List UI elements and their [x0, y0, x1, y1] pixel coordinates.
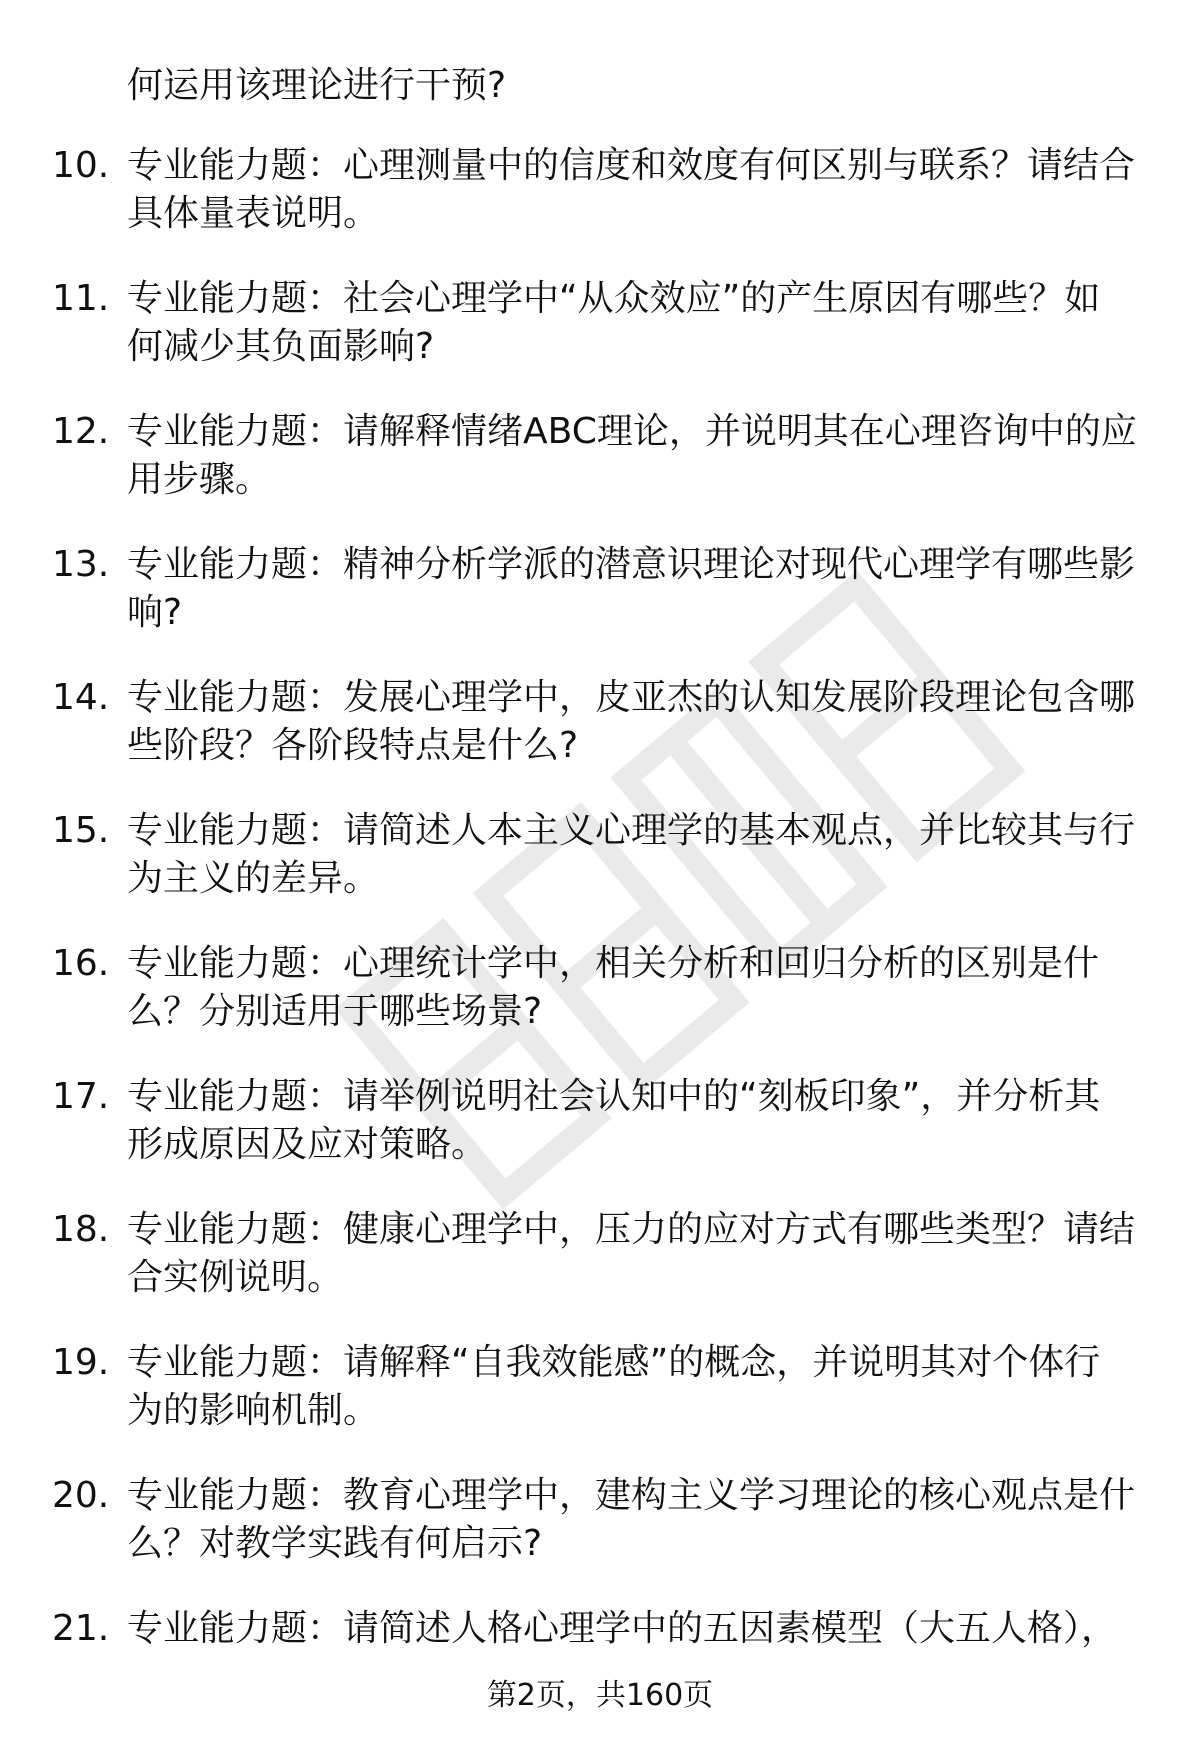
- question-line: 么？分别适用于哪些场景?: [127, 991, 543, 1032]
- question-line: 为的影响机制。: [127, 1390, 380, 1431]
- question-line: 专业能力题：心理测量中的信度和效度有何区别与联系？请结合: [127, 145, 1136, 186]
- question-line: 为主义的差异。: [127, 858, 380, 899]
- question-number: 20.: [52, 1475, 110, 1516]
- question-line: 么？对教学实践有何启示?: [127, 1523, 543, 1564]
- list-item: [0, 940, 1200, 1073]
- question-number: 19.: [52, 1342, 110, 1383]
- question-text: [127, 940, 1143, 1036]
- question-line: 何减少其负面影响?: [127, 326, 435, 367]
- list-item: [0, 807, 1200, 940]
- question-number: 11.: [52, 278, 110, 319]
- question-line: 合实例说明。: [127, 1257, 344, 1298]
- question-text: [127, 674, 1143, 770]
- question-text: [127, 1605, 1143, 1653]
- question-line: 专业能力题：请举例说明社会认知中的“刻板印象”，并分析其: [127, 1076, 1101, 1117]
- question-number: 10.: [52, 145, 110, 186]
- question-text: [127, 1206, 1143, 1302]
- question-line: 专业能力题：发展心理学中，皮亚杰的认知发展阶段理论包含哪: [127, 677, 1136, 718]
- page-number-footer: 第2页，共160页: [486, 1678, 714, 1713]
- question-text: [127, 408, 1143, 504]
- question-text: [127, 1073, 1143, 1169]
- question-line: 响?: [127, 592, 183, 633]
- list-item: [0, 1339, 1200, 1472]
- list-item: [0, 1073, 1200, 1206]
- question-text: [127, 142, 1143, 238]
- list-item: [0, 1472, 1200, 1605]
- question-number: 13.: [52, 544, 110, 585]
- question-line: 专业能力题：请简述人本主义心理学的基本观点，并比较其与行: [127, 810, 1136, 851]
- question-text: [127, 275, 1143, 371]
- question-line: 专业能力题：请解释“自我效能感”的概念，并说明其对个体行: [127, 1342, 1101, 1383]
- list-item: [0, 408, 1200, 541]
- list-item: [0, 1605, 1200, 1738]
- question-number: 18.: [52, 1209, 110, 1250]
- question-line: 专业能力题：社会心理学中“从众效应”的产生原因有哪些？如: [127, 278, 1101, 319]
- question-list: [0, 142, 1200, 1738]
- question-line: 用步骤。: [127, 459, 272, 500]
- question-line: 专业能力题：请简述人格心理学中的五因素模型（大五人格），: [127, 1608, 1118, 1649]
- list-item: [0, 541, 1200, 674]
- question-line: 专业能力题：请解释情绪ABC理论，并说明其在心理咨询中的应: [127, 411, 1137, 452]
- question-line: 具体量表说明。: [127, 193, 380, 234]
- list-item: [0, 142, 1200, 275]
- question-text: [127, 1472, 1143, 1568]
- question-text: [127, 541, 1143, 637]
- question-number: 17.: [52, 1076, 110, 1117]
- question-line: 专业能力题：教育心理学中，建构主义学习理论的核心观点是什: [127, 1475, 1136, 1516]
- list-item: [0, 674, 1200, 807]
- question-number: 12.: [52, 411, 110, 452]
- question-number: 21.: [52, 1608, 110, 1649]
- question-line: 些阶段？各阶段特点是什么?: [127, 725, 579, 766]
- question-text: [127, 1339, 1143, 1435]
- question-number: 16.: [52, 943, 110, 984]
- continued-question-text: 何运用该理论进行干预?: [127, 65, 507, 106]
- question-line: 形成原因及应对策略。: [127, 1124, 488, 1165]
- question-number: 14.: [52, 677, 110, 718]
- question-text: [127, 807, 1143, 903]
- question-line: 专业能力题：健康心理学中，压力的应对方式有哪些类型？请结: [127, 1209, 1136, 1250]
- list-item: [0, 275, 1200, 408]
- question-line: 专业能力题：精神分析学派的潜意识理论对现代心理学有哪些影: [127, 544, 1136, 585]
- list-item: [0, 1206, 1200, 1339]
- question-number: 15.: [52, 810, 110, 851]
- question-line: 专业能力题：心理统计学中，相关分析和回归分析的区别是什: [127, 943, 1100, 984]
